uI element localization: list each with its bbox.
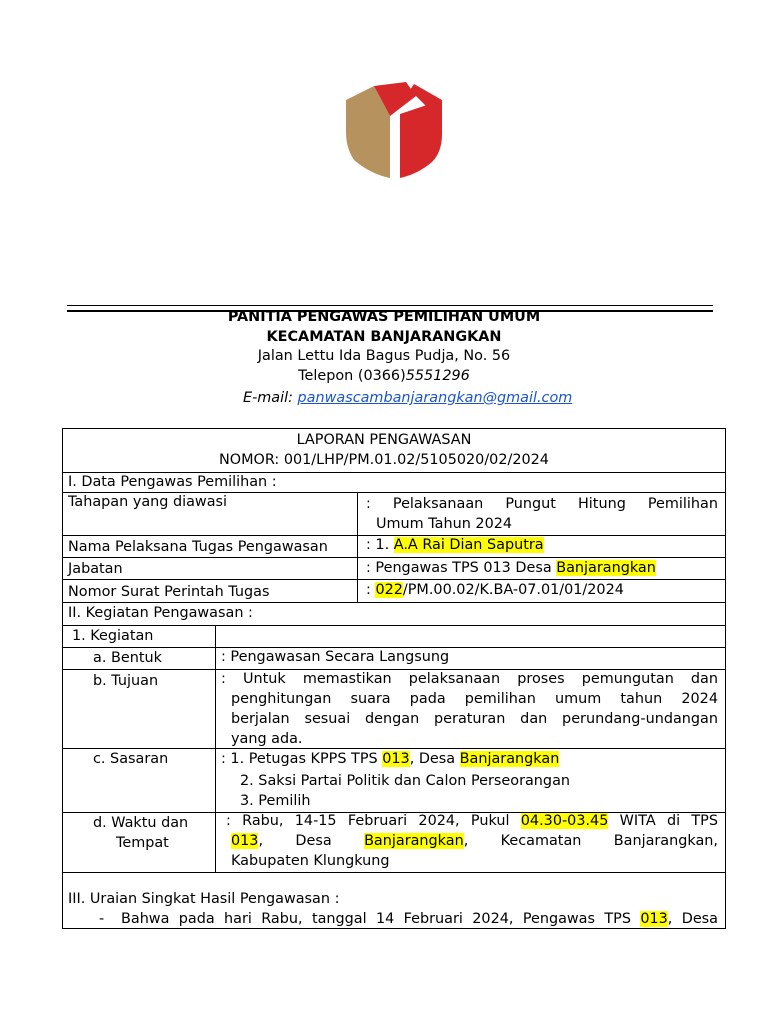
column-divider: [215, 625, 216, 873]
section-uraian: III. Uraian Singkat Hasil Pengawasan :: [68, 891, 340, 907]
org-name-line2: KECAMATAN BANJARANGKAN: [266, 329, 502, 345]
header-rule-thin: [67, 305, 713, 306]
target-item-2: 2. Saksi Partai Politik dan Calon Perseorangan: [240, 773, 571, 789]
form-value: : Pengawasan Secara Langsung: [221, 649, 450, 665]
org-address: Jalan Lettu Ida Bagus Pudja, No. 56: [257, 348, 511, 364]
org-email: E-mail: panwascambanjarangkan@gmail.com: [243, 390, 573, 406]
org-phone: Telepon (0366)5551296: [298, 368, 470, 384]
officer-value: : 1. A.A Rai Dian Saputra: [366, 537, 544, 553]
purpose-label: b. Tujuan: [93, 673, 159, 689]
section-data-pengawas: I. Data Pengawas Pemilihan :: [68, 474, 277, 490]
target-item-1: : 1. Petugas KPPS TPS 013, Desa Banjarangkan: [221, 751, 560, 767]
time-value: : Rabu, 14-15 Februari 2024, Pukul 04.30-03.45 WITA di TPS 013, Desa Banjarangkan, Kecamatan Banjarangkan, Kabupaten Klungkung: [226, 813, 718, 869]
stage-value-line2: Umum Tahun 2024: [376, 516, 513, 532]
bullet: -: [99, 911, 105, 927]
logo-right-red: [400, 100, 442, 178]
position-label: Jabatan: [68, 561, 123, 577]
letter-value: : 022/PM.00.02/K.BA-07.01/01/2024: [366, 582, 624, 598]
section-kegiatan: II. Kegiatan Pengawasan :: [68, 605, 253, 621]
summary-text: Bahwa pada hari Rabu, tanggal 14 Februari 2024, Pengawas TPS 013, Desa: [121, 911, 718, 927]
place-label: Tempat: [116, 835, 169, 851]
table-border-top: [62, 428, 726, 429]
form-label: a. Bentuk: [93, 650, 162, 666]
stage-value: : Pelaksanaan Pungut Hitung Pemilihan: [366, 496, 718, 512]
letter-label: Nomor Surat Perintah Tugas: [68, 584, 270, 600]
org-name-line1: PANITIA PENGAWAS PEMILIHAN UMUM: [227, 309, 541, 325]
time-label: d. Waktu dan: [93, 815, 189, 831]
purpose-value: : Untuk memastikan pelaksanaan proses pemungutan dan penghitungan suara pada pemilihan umum tahun 2024 berjalan sesuai dengan peraturan dan perundang-undangan yang ada.: [221, 671, 718, 747]
column-divider: [357, 492, 358, 603]
target-label: c. Sasaran: [93, 751, 169, 767]
position-value: : Pengawas TPS 013 Desa Banjarangkan: [366, 560, 656, 576]
table-border-right: [725, 428, 726, 929]
row-divider: [62, 625, 726, 626]
stage-label: Tahapan yang diawasi: [68, 494, 228, 510]
officer-label: Nama Pelaksana Tugas Pengawasan: [68, 539, 328, 555]
report-number: NOMOR: 001/LHP/PM.01.02/5105020/02/2024: [219, 452, 549, 468]
bawaslu-logo: [344, 82, 444, 180]
email-link[interactable]: panwascambanjarangkan@gmail.com: [297, 390, 573, 406]
table-border-left: [62, 428, 63, 929]
activity-label: 1. Kegiatan: [72, 628, 154, 644]
target-item-3: 3. Pemilih: [240, 793, 311, 809]
row-divider: [62, 872, 726, 873]
report-title: LAPORAN PENGAWASAN: [296, 432, 472, 448]
